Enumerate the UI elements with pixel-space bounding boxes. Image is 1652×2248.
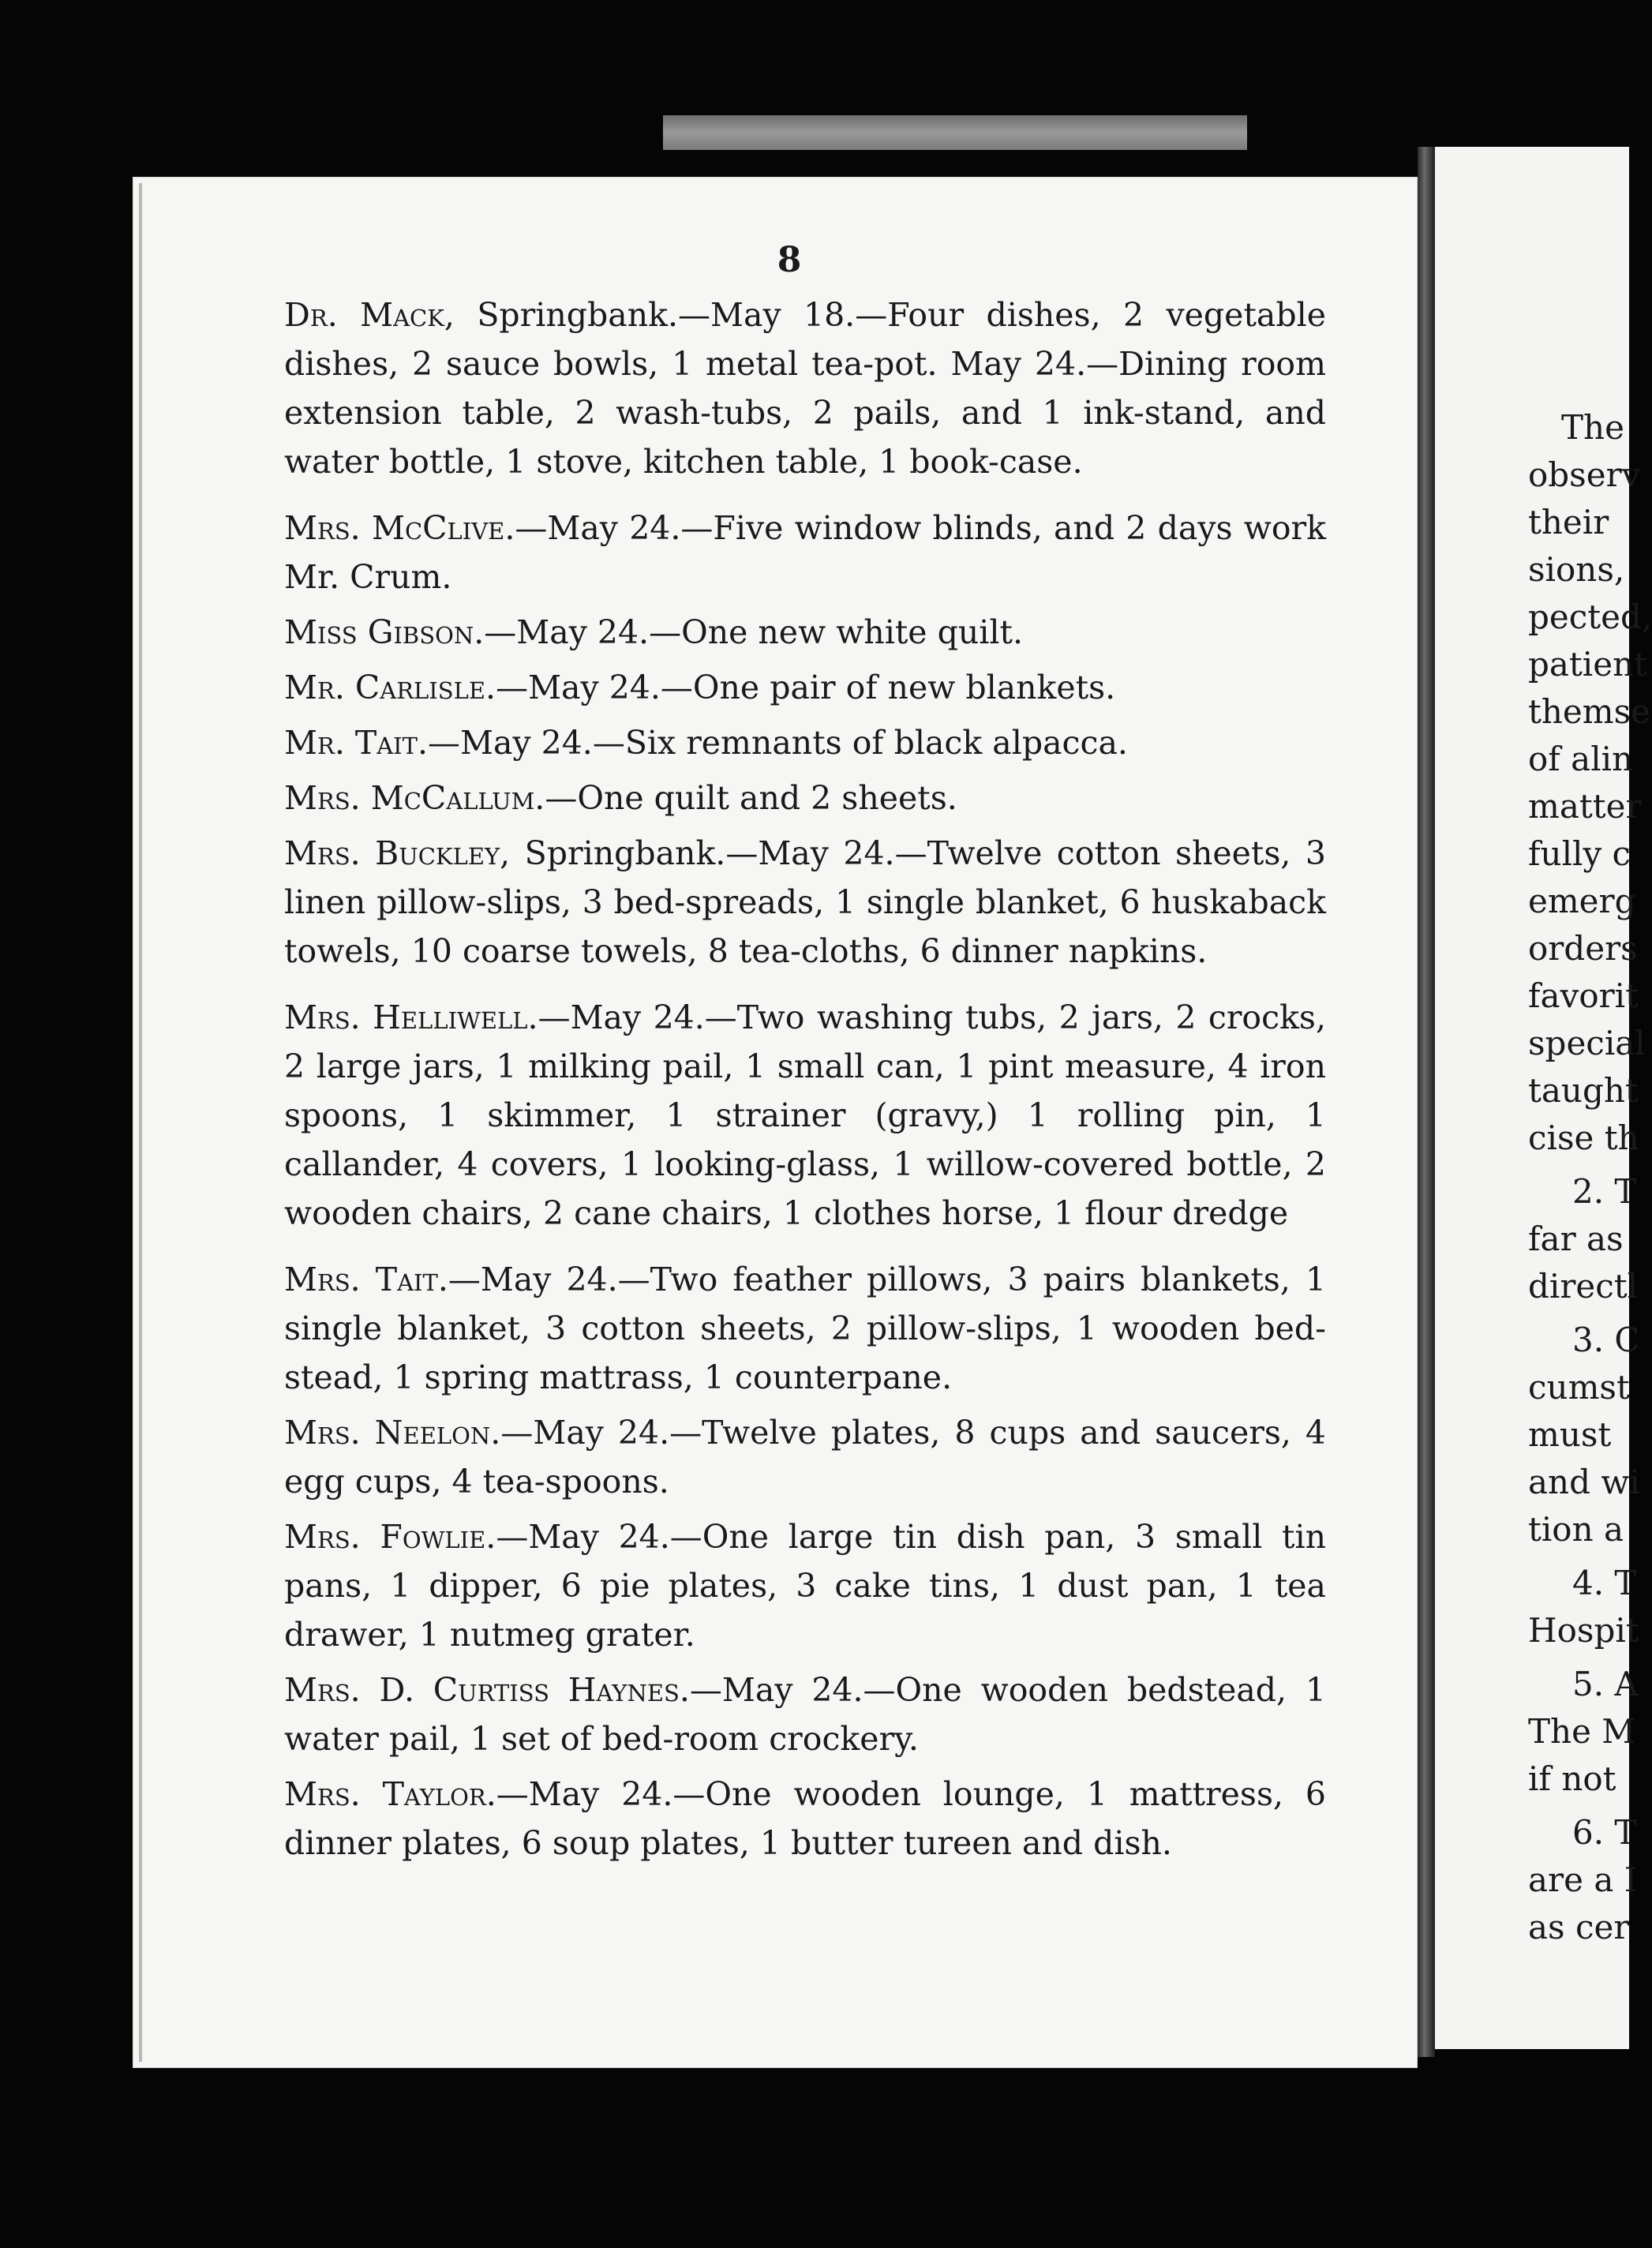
donation-list [284, 290, 1326, 1868]
entry-mrs-tait [284, 1255, 1326, 1402]
donor-name: Mrs. Fowlie. [284, 1518, 496, 1556]
right-page-line: of alin [1528, 740, 1634, 778]
right-page-line: Hospit [1528, 1611, 1639, 1650]
scanner-strip [663, 115, 1247, 150]
right-page-line: The M [1528, 1712, 1636, 1751]
right-page-line: cumst [1528, 1368, 1630, 1407]
entry-text: —May 24.—Two washing tubs, 2 jars, 2 crocks, 2 large jars, 1 milking pail, 1 small can, 1 pint measure, 4 iron spoons, 1 skimmer, 1 strainer (gravy,) 1 rolling pin, 1 callander, 4 covers, 1 looking-glass, 1 willow-covered bottle, 2 wooden chairs, 2 cane chairs, 1 clothes horse, 1 flour dredge [284, 998, 1326, 1232]
right-page-line: patient [1528, 645, 1648, 684]
donor-name: Mrs. McClive. [284, 509, 515, 547]
entry-dr-mack [284, 290, 1326, 486]
entry-text: —May 24.—Two feather pillows, 3 pairs blankets, 1 single blanket, 3 cotton sheets, 2 pillow-slips, 1 wooden bed-stead, 1 spring mattrass, 1 counterpane. [284, 1261, 1326, 1396]
right-page-line: and wi [1528, 1463, 1640, 1501]
right-page-line: The [1561, 408, 1624, 447]
entry-mrs-mcclive [284, 504, 1326, 601]
entry-text: —One quilt and 2 sheets. [545, 779, 957, 817]
entry-text: —May 24.—One new white quilt. [484, 613, 1023, 651]
right-page-line: tion a [1528, 1510, 1624, 1549]
donor-name: Mr. Carlisle. [284, 669, 496, 706]
right-page-line: 5. A [1572, 1665, 1639, 1703]
donor-name: Mrs. Helliwell. [284, 998, 538, 1036]
entry-text: Springbank.—May 24.—Twelve cotton sheets, 3 linen pillow-slips, 3 bed-spreads, 1 single blanket, 6 huskaback towels, 10 coarse towels, 8 tea-cloths, 6 dinner napkins. [284, 834, 1327, 970]
entry-miss-gibson [284, 608, 1326, 657]
right-page-line: favorit [1528, 976, 1639, 1015]
entry-mrs-helliwell [284, 993, 1326, 1238]
page-number: 8 [777, 240, 802, 280]
entry-text: —May 24.—Six remnants of black alpacca. [428, 724, 1128, 762]
right-page-line: as cer [1528, 1908, 1630, 1946]
entry-mrs-buckley [284, 829, 1326, 976]
donor-name: Mr. Tait. [284, 724, 429, 762]
right-page-line: their [1528, 503, 1609, 541]
right-page-line: 4. T [1572, 1564, 1637, 1602]
right-page-line: cise th [1528, 1118, 1639, 1157]
right-page-line: directl [1528, 1267, 1639, 1306]
right-page-line: 2. T [1572, 1172, 1637, 1211]
right-page-line: matter [1528, 787, 1642, 826]
right-page-line: sions, [1528, 550, 1625, 589]
entry-mrs-taylor [284, 1770, 1326, 1868]
right-page-line: emerg [1528, 882, 1636, 920]
donor-name: Mrs. Neelon. [284, 1414, 501, 1452]
entry-mr-tait [284, 718, 1326, 767]
donor-name: Mrs. D. Curtiss Haynes. [284, 1671, 690, 1709]
entry-mrs-fowlie [284, 1512, 1326, 1659]
donor-name: Mrs. Buckley, [284, 834, 511, 872]
entry-mrs-mccallum [284, 774, 1326, 822]
right-page-line: fully c [1528, 834, 1631, 873]
donor-name: Mrs. Tait. [284, 1261, 448, 1298]
donor-name: Dr. Mack, [284, 296, 455, 334]
right-page-line: are a I [1528, 1860, 1638, 1899]
donor-name: Mrs. McCallum. [284, 779, 545, 817]
right-page-line: observ [1528, 455, 1641, 494]
right-page-line: 6. T [1572, 1813, 1637, 1852]
entry-mrs-haynes [284, 1665, 1326, 1763]
donor-name: Mrs. Taylor. [284, 1775, 496, 1813]
entry-text: —May 24.—One large tin dish pan, 3 small tin pans, 1 dipper, 6 pie plates, 3 cake tins, 1 dust pan, 1 tea drawer, 1 nutmeg grater. [284, 1518, 1326, 1654]
book-gutter [1418, 147, 1435, 2057]
entry-text: Springbank.—May 18.—Four dishes, 2 vegetable dishes, 2 sauce bowls, 1 metal tea-pot. May 24.—Dining room extension table, 2 wash-tubs, 2 pails, and 1 ink-stand, and water bottle, 1 stove, kitchen table, 1 book-case. [284, 296, 1326, 481]
right-page-line: special [1528, 1024, 1646, 1062]
entry-text: —May 24.—Twelve plates, 8 cups and saucers, 4 egg cups, 4 tea-spoons. [284, 1414, 1326, 1501]
left-page-edge [139, 183, 142, 2062]
right-page-line: themse [1528, 692, 1651, 731]
entry-text: —May 24.—One wooden bedstead, 1 water pail, 1 set of bed-room crockery. [284, 1671, 1326, 1758]
entry-mrs-neelon [284, 1408, 1326, 1506]
right-page-line: must [1528, 1415, 1612, 1454]
entry-text: —May 24.—One wooden lounge, 1 mattress, 6 dinner plates, 6 soup plates, 1 butter tureen and dish. [284, 1775, 1326, 1862]
right-page-line: 3. C [1572, 1321, 1640, 1359]
right-page-line: far as [1528, 1220, 1624, 1258]
entry-mr-carlisle [284, 663, 1326, 712]
entry-text: —May 24.—One pair of new blankets. [496, 669, 1116, 706]
entry-text: —May 24.—Five window blinds, and 2 days work Mr. Crum. [284, 509, 1326, 596]
donor-name: Miss Gibson. [284, 613, 485, 651]
right-page-line: if not [1528, 1759, 1616, 1798]
right-page-line: taught [1528, 1071, 1639, 1110]
right-page-line: pected, [1528, 598, 1652, 636]
right-page-line: orders [1528, 929, 1638, 968]
